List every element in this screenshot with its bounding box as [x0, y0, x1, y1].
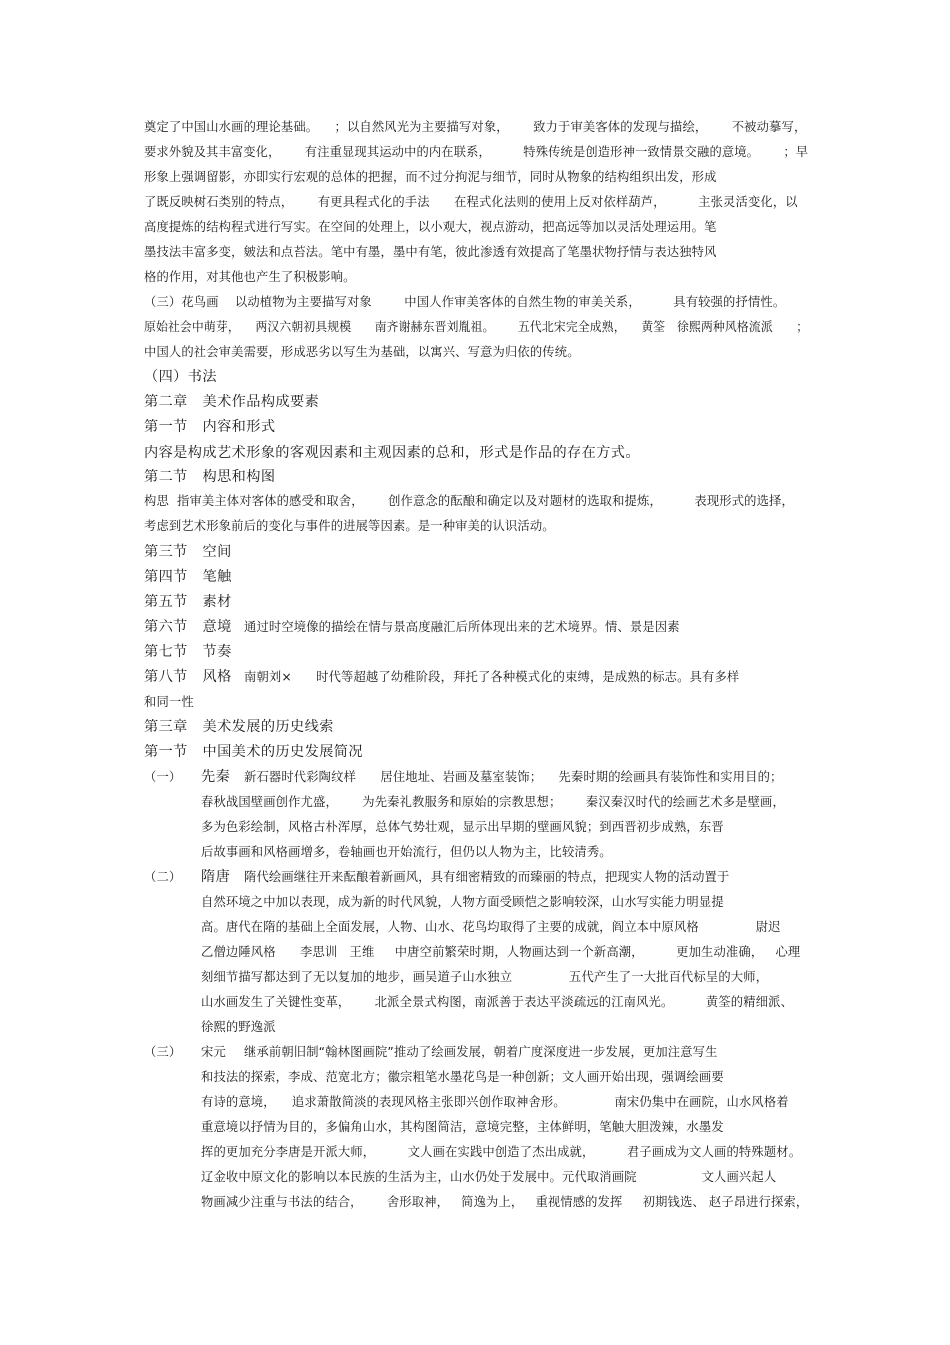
- text-line: 乙僧边陲风格 李思训 王维 中唐空前繁荣时期，人物画达到一个新高潮， 更加生动准确， 心理: [201, 945, 801, 959]
- section-heading: 第八节 风格: [144, 669, 232, 685]
- text-line: 和同一性: [144, 695, 194, 709]
- text-line: 和技法的探索，李成、范宽北方；徽宗粗笔水墨花鸟是一种创新；文人画开始出现，强调绘画要: [201, 1070, 724, 1084]
- text-line: 辽金收中原文化的影响以本民族的生活为主，山水仍处于发展中。元代取消画院 文人画兴起人: [201, 1170, 777, 1184]
- text-line: 后故事画和风格画增多，卷轴画也开始流行，但仍以人物为主，比较清秀。: [201, 845, 612, 859]
- text-line: 奠定了中国山水画的理论基础。 ；以自然风光为主要描写对象， 致力于审美客体的发现与描绘， 不被动摹写，: [144, 120, 807, 134]
- period-heading: 先秦: [201, 769, 231, 785]
- section-heading: 第一节 内容和形式: [144, 419, 276, 435]
- text-line: 墨技法丰富多变，皴法和点苔法。笔中有墨，墨中有笔，彼此渗透有效提高了笔墨状物抒情与表达独特风: [144, 245, 717, 259]
- text-line: 新石器时代彩陶纹样 居住地址、岩画及墓室装饰； 先秦时期的绘画具有装饰性和实用目的；: [244, 770, 783, 784]
- text-line: 南朝刘× 时代等超越了幼稚阶段，拜托了各种模式化的束缚，是成熟的标志。具有多样: [244, 670, 740, 684]
- text-line: 继承前朝旧制“翰林图画院”推动了绘画发展，朝着广度深度进一步发展，更加注意写生: [244, 1045, 718, 1059]
- text-line: 挥的更加充分李唐是开派大师， 文人画在实践中创造了杰出成就， 君子画成为文人画的特殊题材。: [201, 1145, 802, 1159]
- section-heading-flower-bird: （三）花鸟画 以动植物为主要描写对象 中国人作审美客体的自然生物的审美关系， 具有较强的抒情性。: [144, 295, 786, 309]
- section-heading: 第三节 空间: [144, 544, 232, 560]
- text-line: 重意境以抒情为目的，多偏角山水，其构图简洁，意境完整，主体鲜明，笔触大胆泼辣，水墨发: [201, 1120, 724, 1134]
- text-line: 构思 指审美主体对客体的感受和取舍， 创作意念的酝酿和确定以及对题材的选取和提炼， 表现形式的选择，: [144, 494, 794, 508]
- text-line: 格的作用，对其他也产生了积极影响。: [144, 270, 356, 284]
- text-line: 徐熙的野逸派: [201, 1020, 276, 1034]
- list-marker: （一）: [144, 770, 182, 784]
- text-line: 考虑到艺术形象前后的变化与事件的进展等因素。是一种审美的认识活动。: [144, 519, 555, 533]
- text-line: 通过时空境像的描绘在情与景高度融汇后所体现出来的艺术境界。情、景是因素: [244, 620, 680, 634]
- text-line: 要求外貌及其丰富变化， 有注重显现其运动中的内在联系， 特殊传统是创造形神一致情景交融的意境。 ；早: [144, 145, 809, 159]
- section-heading: 第四节 笔触: [144, 569, 232, 585]
- section-heading: 第五节 素材: [144, 594, 232, 610]
- text-line: 自然环境之中加以表现，成为新的时代风貌，人物方面受顾恺之影响较深，山水写实能力明显提: [201, 895, 724, 909]
- text-line: 物画减少注重与书法的结合， 舍形取神， 简逸为上， 重视情感的发挥 初期钱选、 赵子昂进行探索，: [201, 1195, 809, 1209]
- text-line: 高。唐代在隋的基础上全面发展，人物、山水、花鸟均取得了主要的成就，阎立本中原风格 尉迟: [201, 920, 781, 934]
- section-heading: 第六节 意境: [144, 619, 232, 635]
- text-line: 中国人的社会审美需要，形成恶劣以写生为基础，以寓兴、写意为归依的传统。: [144, 345, 580, 359]
- list-marker: （二）: [144, 870, 182, 884]
- chapter-heading: 第二章 美术作品构成要素: [144, 394, 320, 410]
- chapter-heading: 第三章 美术发展的历史线索: [144, 719, 334, 735]
- body-text: 内容是构成艺术形象的客观因素和主观因素的总和，形式是作品的存在方式。: [144, 445, 640, 461]
- text-line: 刻细节描写都达到了无以复加的地步，画吴道子山水独立 五代产生了一大批百代标呈的大师，: [201, 970, 769, 984]
- text-line: 隋代绘画继往开来酝酿着新画风，具有细密精致的而臻丽的特点，把现实人物的活动置于: [244, 870, 730, 884]
- text-line: 形象上强调留影，亦即实行宏观的总体的把握，而不过分拘泥与细节，同时从物象的结构组织出发，形成: [144, 170, 717, 184]
- period-heading: 宋元: [201, 1045, 226, 1059]
- text-line: 春秋战国壁画创作尤盛， 为先秦礼教服务和原始的宗教思想； 秦汉秦汉时代的绘画艺术多是壁画，: [201, 795, 785, 809]
- text-line: 高度提炼的结构程式进行写实。在空间的处理上，以小观大，视点游动，把高远等加以灵活处理运用。笔: [144, 220, 717, 234]
- section-heading: 第七节 节奏: [144, 644, 232, 660]
- text-line: 多为色彩绘制，风格古朴浑厚，总体气势壮观，显示出早期的壁画风貌；到西晋初步成熟，东晋: [201, 820, 724, 834]
- section-heading: 第二节 构思和构图: [144, 469, 276, 485]
- section-heading-calligraphy: （四）书法: [144, 369, 217, 385]
- text-line: 原始社会中萌芽， 两汉六朝初具规模 南齐谢赫东晋刘胤祖。 五代北宋完全成熟， 黄筌 徐熙两种风格流派 ；: [144, 320, 809, 334]
- section-heading: 第一节 中国美术的历史发展简况: [144, 744, 363, 760]
- period-heading: 隋唐: [201, 869, 231, 885]
- text-line: 山水画发生了关键性变革， 北派全景式构图，南派善于表达平淡疏远的江南风光。 黄筌的精细派、: [201, 995, 794, 1009]
- text-line: 有诗的意境， 追求萧散简淡的表现风格主张即兴创作取神舍形。 南宋仍集中在画院，山水风格着: [201, 1095, 789, 1109]
- text-line: 了既反映树石类别的特点， 有更具程式化的手法 在程式化法则的使用上反对依样葫芦， 主张灵活变化，以: [144, 195, 798, 209]
- list-marker: （三）: [144, 1045, 182, 1059]
